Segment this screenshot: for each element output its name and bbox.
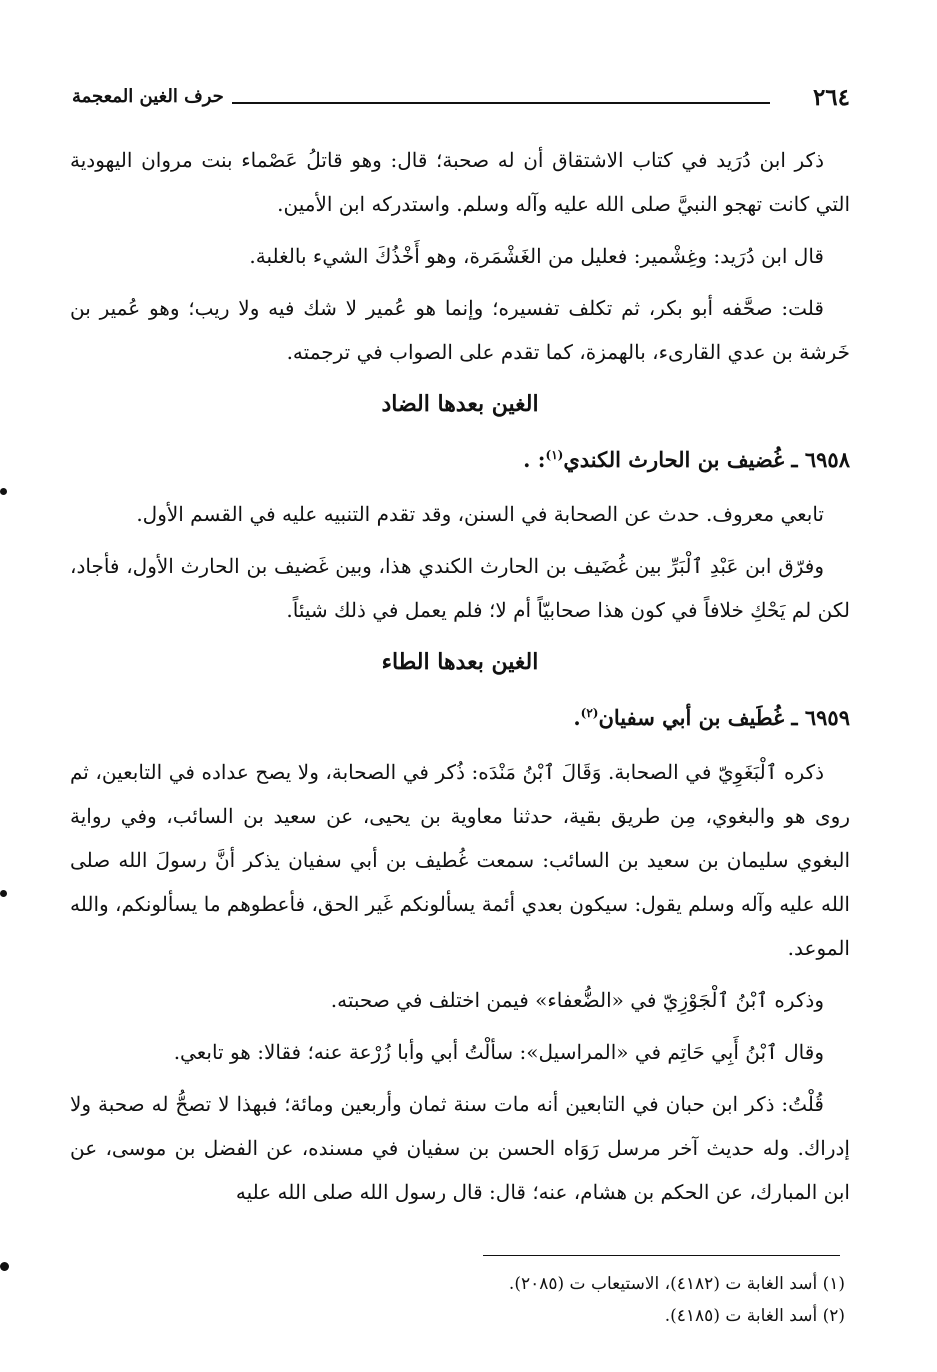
scan-mark — [0, 488, 7, 495]
scan-mark — [0, 1262, 9, 1271]
scan-mark — [0, 890, 7, 897]
paragraph: قلت: صحَّفه أبو بكر، ثم تكلف تفسيره؛ وإنما هو عُمير لا شك فيه ولا ريب؛ وهو عُمير بن خَرشة بن عدي القارىء، بالهمزة، كما تقدم على الصواب في ترجمته. — [70, 296, 850, 364]
running-title: حرف الغين المعجمة — [72, 86, 224, 107]
footnote-rule — [483, 1255, 840, 1256]
entry-heading — [70, 696, 850, 740]
entry-tail: . — [573, 705, 581, 730]
footnotes — [400, 1268, 845, 1332]
header-rule — [232, 102, 770, 104]
entry-title: ٦٩٥٩ ـ غُطَيف بن أبي سفيان — [598, 705, 850, 730]
paragraph: وفرّق ابن عَبْدِ ٱلْبَرِّ بين غُضَيف بن الحارث الكندي هذا، وبين غَضيف بن الحارث الأول، فأجاد، لكن لم يَحْكِ خلافاً في كون هذا صحابيّاً أم لا؛ فلم يعمل في ذلك شيئاً. — [70, 554, 850, 622]
paragraph: ذكر ابن دُرَيد في كتاب الاشتقاق أن له صحبة؛ قال: وهو قاتلُ عَصْماء بنت مروان اليهودية التي كانت تهجو النبيَّ صلى الله عليه وآله وسلم. واستدركه ابن الأمين. — [70, 148, 850, 216]
footnote-ref: (٢) — [580, 706, 599, 720]
paragraph: قال ابن دُرَيد: وغِشْمير: فعليل من الغَشْمَرة، وهو أَخْذُكَ الشيء بالغلبة. — [249, 244, 824, 268]
footnote: (٢) أسد الغابة ت (٤١٨٥). — [664, 1306, 845, 1326]
section-heading: الغين بعدها الطاء — [381, 649, 539, 675]
paragraph: ذكره ٱلْبَغَوِيّ في الصحابة. وَقَالَ ٱبْنُ مَنْدَه: ذُكر في الصحابة، ولا يصح عداده في التابعين، ثم روى هو والبغوي، مِن طريق بقية، حدثنا معاوية بن يحيى، عن سعيد بن السائب، وفي رواية البغوي سليمان بن سعيد بن السائب: سمعت غُطيف بن أبي سفيان يذكر أنَّ رسولَ الله صلى الله عليه وآله وسلم يقول: سيكون بعدي أئمة يسألونكم غَير الحق، فأعطوهم ما يسألونكم، والله الموعد. — [70, 760, 850, 960]
footnote: (١) أسد الغابة ت (٤١٨٢)، الاستيعاب ت (٢٠٨٥). — [508, 1274, 845, 1294]
paragraph: قُلْتُ: ذكر ابن حبان في التابعين أنه مات سنة ثمان وأربعين ومائة؛ فبهذا لا تصحُّ له صحبة ولا إدراك. وله حديث آخر مرسل رَوَاه الحسن بن سفيان في مسنده، عن الفضل بن موسى، عن ابن المبارك، عن الحكم بن هشام، عنه؛ قال: قال رسول الله صلى الله عليه — [70, 1092, 850, 1204]
entry-heading — [70, 438, 850, 482]
paragraph: وذكره ٱبْنُ ٱلْجَوْزِيّ في «الضُّعفاء» فيمن اختلف في صحبته. — [330, 988, 824, 1012]
entry-title: ٦٩٥٨ ـ غُضيف بن الحارث الكندي — [563, 447, 850, 472]
paragraph: وقال ٱبْنُ أَبِي حَاتِم في «المراسيل»: سألْتُ أبي وأبا زُرْعة عنه؛ فقالا: هو تابعي. — [173, 1040, 824, 1064]
page-header — [72, 84, 850, 118]
section-heading: الغين بعدها الضاد — [381, 391, 539, 417]
page-number: ٢٦٤ — [812, 84, 850, 111]
main-text — [70, 138, 850, 1222]
footnote-ref: (١) — [545, 448, 564, 462]
entry-tail: : . — [523, 447, 546, 472]
paragraph: تابعي معروف. حدث عن الصحابة في السنن، وقد تقدم التنبيه عليه في القسم الأول. — [136, 502, 824, 526]
